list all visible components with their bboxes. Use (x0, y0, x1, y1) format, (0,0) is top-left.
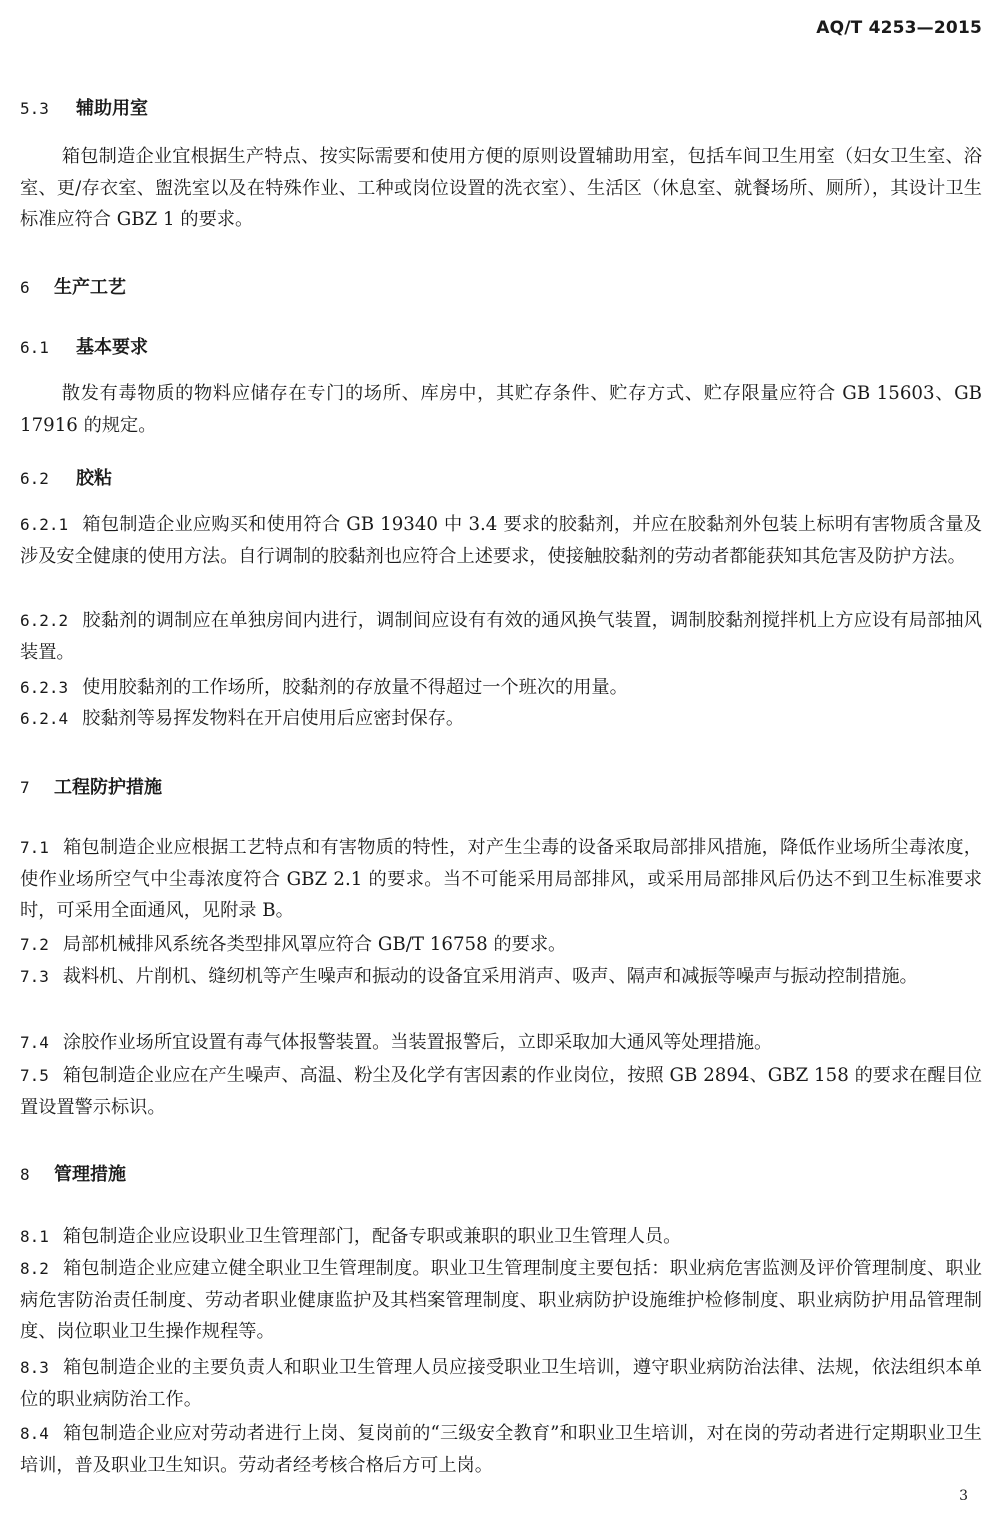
clause-text: 胶黏剂的调制应在单独房间内进行，调制间应设有有效的通风换气装置，调制胶黏剂搅拌机上方应设有局部抽风装置。 (20, 610, 982, 663)
section-heading-5-3 (20, 94, 148, 120)
clause-6-2-4 (20, 703, 982, 735)
section-title: 胶粘 (76, 468, 112, 489)
clause-number: 7.3 (20, 967, 49, 986)
section-title: 基本要求 (76, 337, 148, 358)
clause-8-3 (20, 1352, 982, 1415)
section-number: 6 (20, 278, 30, 297)
clause-7-5 (20, 1060, 982, 1123)
clause-8-1 (20, 1221, 982, 1253)
clause-text: 箱包制造企业应在产生噪声、高温、粉尘及化学有害因素的作业岗位，按照 GB 2894、GBZ 158 的要求在醒目位置设置警示标识。 (20, 1065, 982, 1118)
section-heading-6-1 (20, 333, 148, 359)
clause-text: 局部机械排风系统各类型排风罩应符合 GB/T 16758 的要求。 (62, 934, 567, 955)
clause-7-2 (20, 929, 982, 961)
clause-text: 箱包制造企业应购买和使用符合 GB 19340 中 3.4 要求的胶黏剂，并应在胶黏剂外包装上标明有害物质含量及涉及安全健康的使用方法。自行调制的胶黏剂也应符合上述要求，使接触胶黏剂的劳动者都能获知其危害及防护方法。 (20, 514, 982, 567)
clause-number: 8.1 (20, 1227, 49, 1246)
clause-number: 8.4 (20, 1424, 49, 1443)
clause-number: 6.2.3 (20, 678, 69, 697)
clause-text: 使用胶黏剂的工作场所，胶黏剂的存放量不得超过一个班次的用量。 (82, 677, 628, 698)
section-title: 工程防护措施 (54, 777, 162, 798)
section-number: 6.2 (20, 469, 49, 488)
section-title: 辅助用室 (76, 98, 148, 119)
standard-code: AQ/T 4253—2015 (816, 18, 982, 38)
section-number: 7 (20, 778, 30, 797)
clause-number: 7.2 (20, 935, 49, 954)
clause-text: 裁料机、片削机、缝纫机等产生噪声和振动的设备宜采用消声、吸声、隔声和减振等噪声与振动控制措施。 (62, 966, 918, 987)
clause-6-2-3 (20, 672, 982, 704)
clause-number: 6.2.1 (20, 515, 69, 534)
clause-number: 7.1 (20, 838, 49, 857)
clause-number: 8.3 (20, 1358, 49, 1377)
clause-number: 6.2.4 (20, 709, 69, 728)
clause-7-4 (20, 1027, 982, 1059)
clause-number: 6.2.2 (20, 611, 69, 630)
clause-text: 箱包制造企业应根据工艺特点和有害物质的特性，对产生尘毒的设备采取局部排风措施，降低作业场所尘毒浓度，使作业场所空气中尘毒浓度符合 GBZ 2.1 的要求。当不可能采用局部排风，或采用局部排风后仍达不到卫生标准要求时，可采用全面通风，见附录 B。 (20, 837, 982, 921)
clause-6-2-2 (20, 605, 982, 668)
section-number: 6.1 (20, 338, 49, 357)
paragraph-6-1: 散发有毒物质的物料应储存在专门的场所、库房中，其贮存条件、贮存方式、贮存限量应符合 GB 15603、GB 17916 的规定。 (20, 383, 982, 436)
section-heading-8 (20, 1160, 126, 1186)
page-number: 3 (959, 1488, 968, 1504)
clause-number: 7.4 (20, 1033, 49, 1052)
section-title: 管理措施 (54, 1164, 126, 1185)
clause-text: 涂胶作业场所宜设置有毒气体报警装置。当装置报警后，立即采取加大通风等处理措施。 (62, 1032, 773, 1053)
clause-8-2 (20, 1253, 982, 1348)
clause-number: 7.5 (20, 1066, 49, 1085)
section-number: 8 (20, 1165, 30, 1184)
clause-text: 箱包制造企业应设职业卫生管理部门，配备专职或兼职的职业卫生管理人员。 (62, 1226, 682, 1247)
clause-7-1 (20, 832, 982, 927)
clause-text: 胶黏剂等易挥发物料在开启使用后应密封保存。 (82, 708, 465, 729)
clause-7-3 (20, 961, 982, 993)
paragraph-5-3: 箱包制造企业宜根据生产特点、按实际需要和使用方便的原则设置辅助用室，包括车间卫生用室（妇女卫生室、浴室、更/存衣室、盥洗室以及在特殊作业、工种或岗位设置的洗衣室）、生活区（休息室、就餐场所、厕所），其设计卫生标准应符合 GBZ 1 的要求。 (20, 146, 982, 230)
section-number: 5.3 (20, 99, 49, 118)
clause-number: 8.2 (20, 1259, 49, 1278)
section-title: 生产工艺 (54, 277, 126, 298)
clause-8-4 (20, 1418, 982, 1481)
clause-6-2-1 (20, 509, 982, 572)
section-heading-7 (20, 773, 162, 799)
clause-text: 箱包制造企业应对劳动者进行上岗、复岗前的“三级安全教育”和职业卫生培训，对在岗的劳动者进行定期职业卫生培训，普及职业卫生知识。劳动者经考核合格后方可上岗。 (20, 1423, 982, 1476)
section-heading-6 (20, 273, 126, 299)
clause-text: 箱包制造企业的主要负责人和职业卫生管理人员应接受职业卫生培训，遵守职业病防治法律、法规，依法组织本单位的职业病防治工作。 (20, 1357, 982, 1410)
section-heading-6-2 (20, 464, 112, 490)
clause-text: 箱包制造企业应建立健全职业卫生管理制度。职业卫生管理制度主要包括：职业病危害监测及评价管理制度、职业病危害防治责任制度、劳动者职业健康监护及其档案管理制度、职业病防护设施维护检修制度、职业病防护用品管理制度、岗位职业卫生操作规程等。 (20, 1258, 982, 1342)
